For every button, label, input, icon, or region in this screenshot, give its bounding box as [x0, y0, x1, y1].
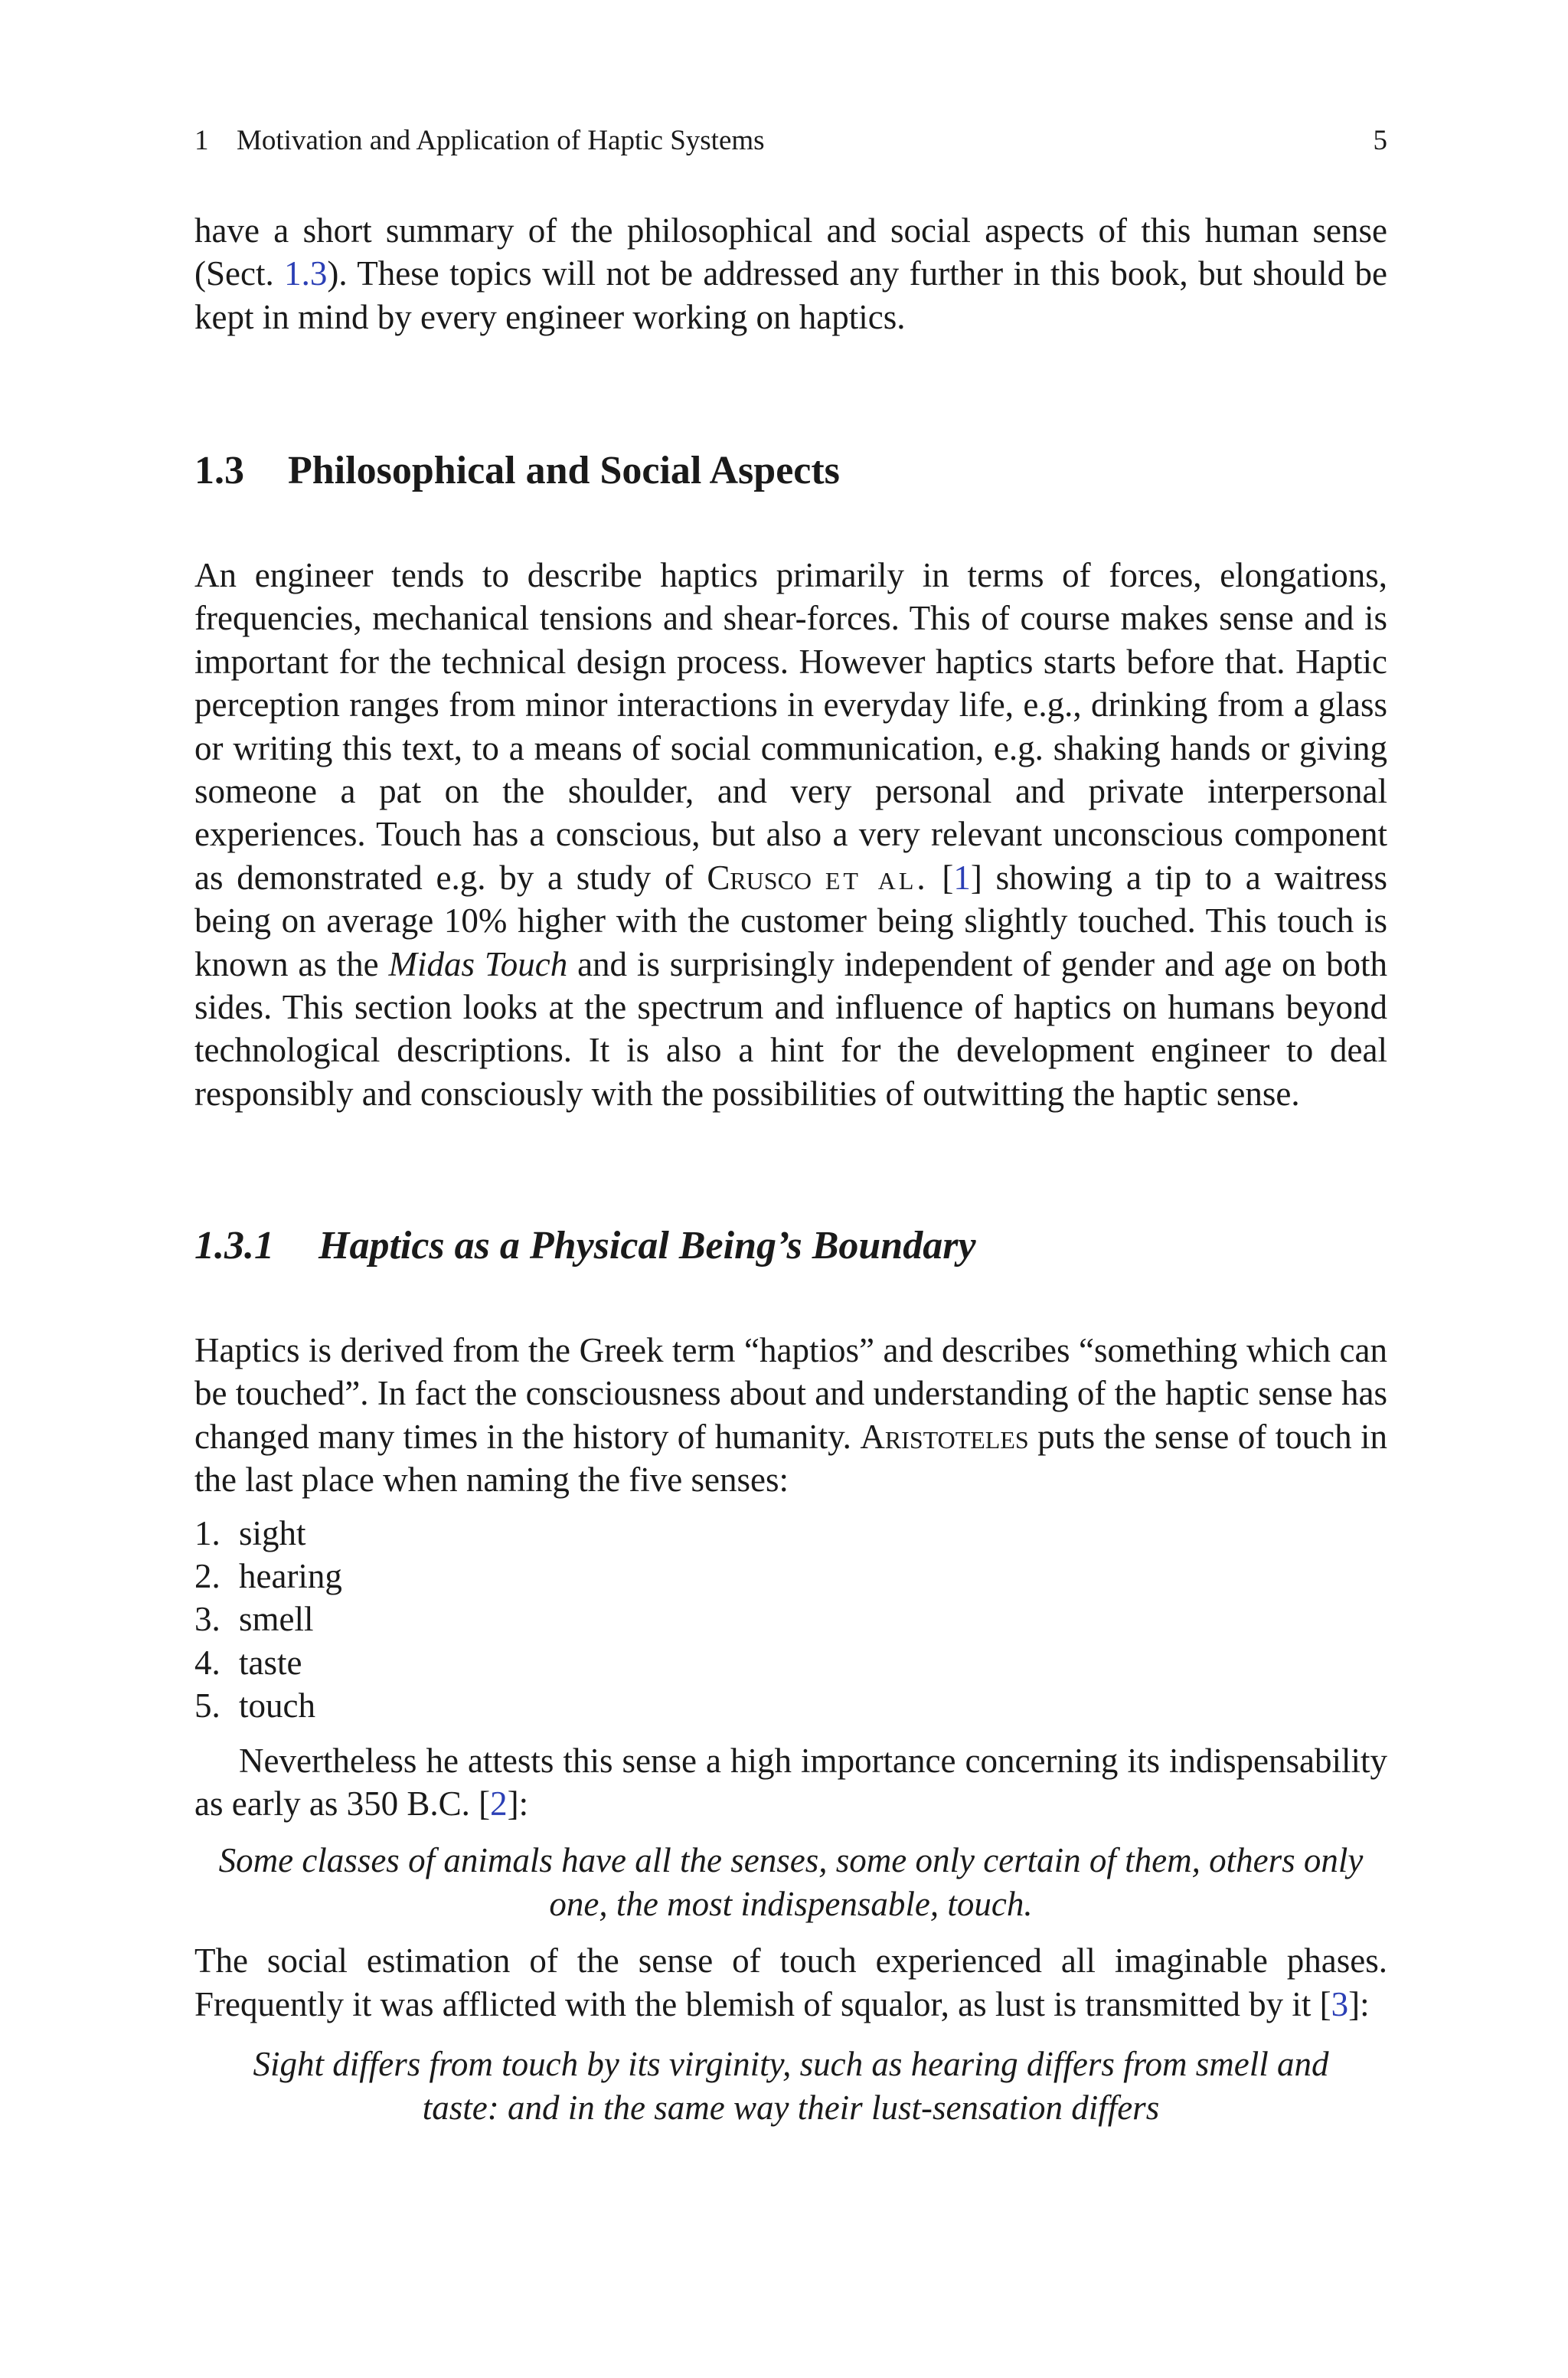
- paragraph-text: The social estimation of the sense of touch experienced all imaginable phases. Frequently it was afflicted with the blemish of squalor, as lust is transmitted by it [: [194, 1941, 1387, 2023]
- subsection-body: [194, 1329, 1387, 2129]
- list-label: touch: [239, 1686, 315, 1725]
- paragraph-text: ]:: [1348, 1984, 1370, 2023]
- paragraph-text: Nevertheless he attests this sense a high importance concerning its indispensability as early as 350 B.C. [: [194, 1741, 1387, 1824]
- paragraph-text: ] showing a tip to a waitress being on average 10% higher with the customer being slightly touched. This touch is known as the: [194, 858, 1387, 983]
- section-title: Philosophical and Social Aspects: [288, 449, 840, 492]
- intro-block: [194, 209, 1387, 339]
- list-number: 3.: [194, 1600, 220, 1639]
- paragraph-text: ]:: [507, 1784, 529, 1824]
- list-label: smell: [239, 1600, 314, 1639]
- list-label: taste: [239, 1643, 302, 1682]
- page-number: 5: [1373, 125, 1387, 156]
- paragraph-text: and is surprisingly independent of gender and age on both sides. This section looks at the spectrum and influence of haptics on humans beyond technological descriptions. It is also a hint for the development engineer to deal responsibly and consciously with the possibilities of outwitting the haptic sense.: [194, 944, 1387, 1113]
- quote-lust-sensation: Sight differs from touch by its virginity, such as hearing differs from smell and taste: and in the same way their lust-sensation differs: [253, 2045, 1329, 2127]
- section-heading: [194, 448, 1387, 494]
- list-item: [194, 1598, 1387, 1640]
- citation-link[interactable]: 2: [490, 1784, 508, 1824]
- subsection-title: Haptics as a Physical Being’s Boundary: [318, 1224, 976, 1268]
- paragraph-text: Haptics is derived from the Greek term “haptios” and describes “something which can be touched”. In fact the consciousness about and understanding of the haptic sense has changed many times in the history of humanity.: [194, 1331, 1387, 1456]
- cite-bracket: [: [928, 858, 954, 897]
- chapter-title: Motivation and Application of Haptic Systems: [237, 125, 765, 156]
- intro-paragraph: [194, 209, 1387, 339]
- emphasis-text: Midas Touch: [388, 944, 568, 983]
- list-number: 2.: [194, 1557, 220, 1596]
- section-link[interactable]: 1.3: [284, 254, 328, 293]
- running-header: [194, 124, 1387, 158]
- list-item: [194, 1555, 1387, 1598]
- author-name: Aristoteles: [860, 1417, 1029, 1456]
- list-number: 4.: [194, 1643, 220, 1682]
- intro-text: have a short summary of the philosophical and social aspects of this human sense (Sect.: [194, 211, 1387, 293]
- subsection-heading: [194, 1223, 1387, 1269]
- citation-link[interactable]: 3: [1331, 1984, 1349, 2023]
- list-label: sight: [239, 1513, 306, 1552]
- senses-list: [194, 1512, 1387, 1728]
- section-number: 1.3: [194, 449, 244, 492]
- chapter-number: 1: [194, 125, 209, 156]
- quote-aristoteles: Some classes of animals have all the senses, some only certain of them, others only one, the most indispensable, touch.: [218, 1841, 1364, 1923]
- list-label: hearing: [239, 1557, 342, 1596]
- subsection-paragraph-3: [194, 1939, 1387, 2026]
- subsection-paragraph-2: [194, 1739, 1387, 1826]
- list-number: 1.: [194, 1513, 220, 1552]
- subsection-paragraph-1: [194, 1329, 1387, 1502]
- list-item: [194, 1641, 1387, 1684]
- intro-text-continued: ). These topics will not be addressed any further in this book, but should be kept in mind by every engineer working on haptics.: [194, 254, 1387, 336]
- list-item: [194, 1512, 1387, 1555]
- subsection-number: 1.3.1: [194, 1224, 274, 1268]
- section-paragraph: [194, 554, 1387, 1115]
- et-al: et al.: [825, 858, 929, 897]
- citation-link[interactable]: 1: [953, 858, 971, 897]
- section-body: [194, 554, 1387, 1115]
- list-item: [194, 1684, 1387, 1727]
- paragraph-text: puts the sense of touch in the last place when naming the five senses:: [194, 1417, 1387, 1500]
- list-number: 5.: [194, 1686, 220, 1725]
- paragraph-text: An engineer tends to describe haptics primarily in terms of forces, elongations, frequencies, mechanical tensions and shear-forces. This of course makes sense and is important for the technical design process. However haptics starts before that. Haptic perception ranges from minor interactions in everyday life, e.g., drinking from a glass or writing this text, to a means of social communication, e.g. shaking hands or giving someone a pat on the shoulder, and very personal and private interpersonal experiences. Touch has a conscious, but also a very relevant unconscious component as demonstrated e.g. by a study of: [194, 556, 1387, 897]
- author-name: Crusco: [707, 858, 812, 897]
